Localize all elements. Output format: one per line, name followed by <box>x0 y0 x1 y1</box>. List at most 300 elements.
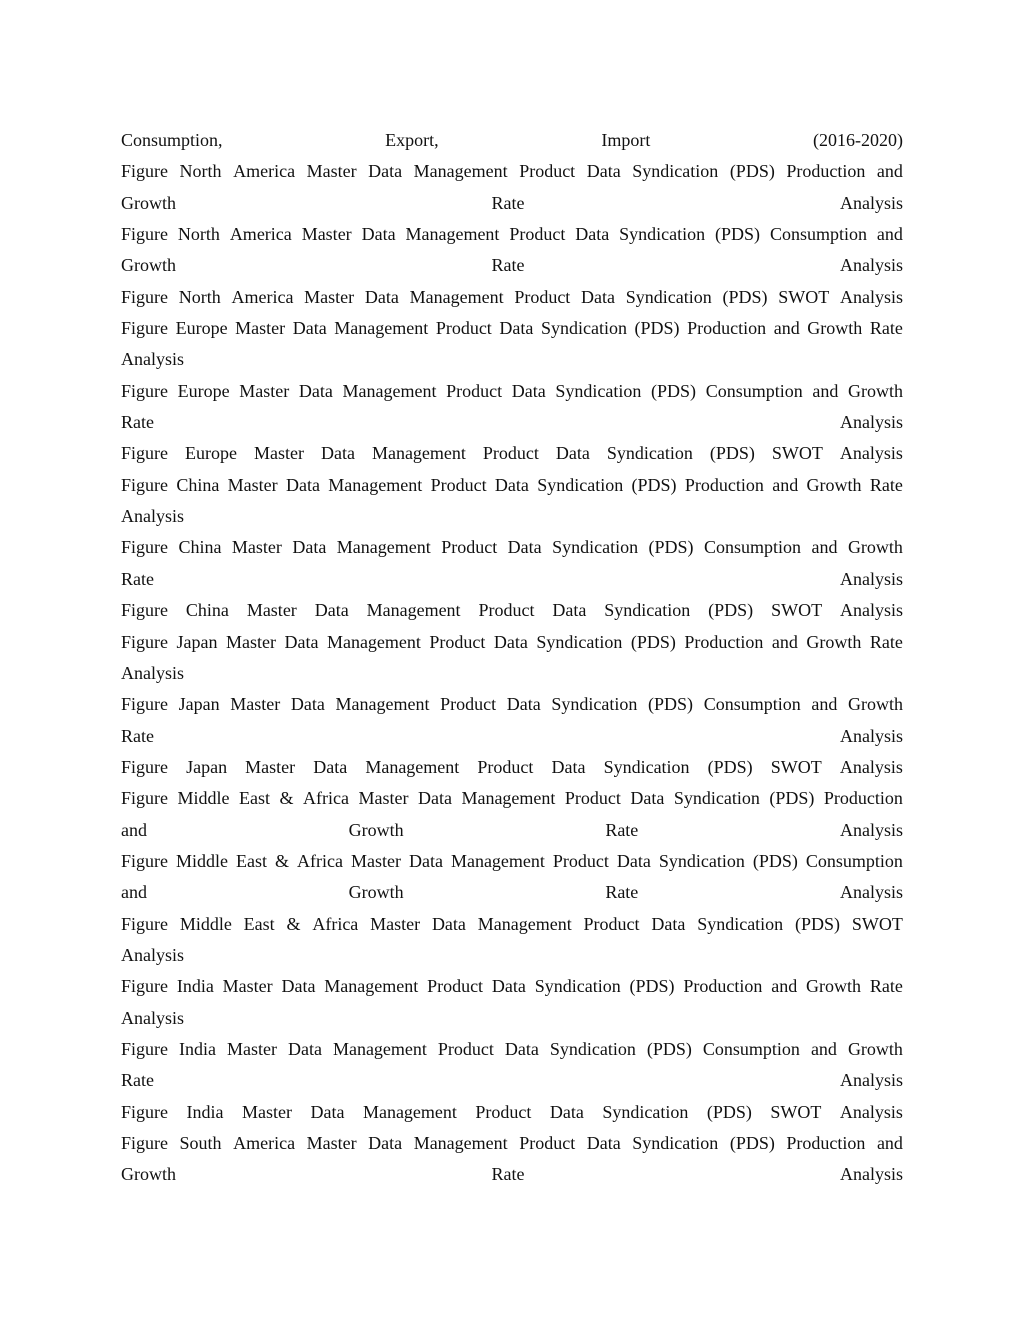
word: Product <box>435 318 492 339</box>
word: Data <box>368 161 403 182</box>
word: Europe <box>177 380 230 401</box>
text-line <box>121 470 903 501</box>
word: Syndication <box>632 161 719 182</box>
word: Analysis <box>121 662 184 683</box>
word: Analysis <box>121 1007 184 1028</box>
text-line <box>121 1097 903 1128</box>
word: Production <box>786 1133 866 1153</box>
word: Analysis <box>840 568 903 589</box>
word: (PDS) <box>648 537 694 558</box>
text-line <box>121 1159 903 1190</box>
word: Management <box>450 850 545 871</box>
word: North <box>177 224 220 245</box>
text-line <box>121 344 903 375</box>
text-line <box>121 909 903 940</box>
word: Data <box>408 850 443 871</box>
word: Growth <box>847 694 903 715</box>
text-line <box>121 595 903 626</box>
word: (PDS) <box>707 756 753 777</box>
text-line <box>121 846 903 877</box>
word: Master <box>222 976 273 997</box>
word: Data <box>298 380 333 401</box>
word: Master <box>245 756 296 777</box>
word: Rate <box>605 882 639 903</box>
text-line <box>121 1034 903 1065</box>
word: Analysis <box>839 819 903 840</box>
word: Syndication <box>536 631 623 652</box>
word: Import <box>601 130 651 150</box>
word: Figure <box>121 913 168 934</box>
word: (PDS) <box>646 1038 692 1059</box>
text-line <box>121 376 903 407</box>
text-line <box>121 971 903 1002</box>
word: Rate <box>869 631 903 652</box>
word: Master <box>230 694 281 715</box>
word: Rate <box>869 474 903 495</box>
word: Analysis <box>839 756 903 777</box>
word: Syndication <box>602 1101 689 1122</box>
word: Master <box>304 286 355 307</box>
word: North <box>178 286 221 307</box>
word: Figure <box>121 788 168 809</box>
word: Data <box>290 694 325 715</box>
word: Middle <box>177 788 230 809</box>
word: and <box>810 1038 837 1059</box>
word: Master <box>239 380 290 401</box>
text-line <box>121 407 903 438</box>
word: Syndication <box>603 756 690 777</box>
word: Data <box>287 1038 322 1059</box>
word: Figure <box>121 631 168 652</box>
word: and <box>811 694 838 715</box>
word: Master <box>253 443 304 464</box>
word: Management <box>342 380 437 401</box>
word: & <box>286 913 301 934</box>
word: Syndication <box>619 224 706 245</box>
word: Figure <box>121 1101 168 1122</box>
word: Production <box>823 788 903 809</box>
word: and <box>876 161 903 182</box>
word: Data <box>586 1133 621 1153</box>
word: Analysis <box>839 286 903 307</box>
word: China <box>176 474 220 495</box>
word: Growth <box>806 631 862 652</box>
word: Growth <box>807 318 863 339</box>
word: Master <box>241 1101 292 1122</box>
word: (PDS) <box>729 1133 775 1153</box>
word: Rate <box>491 192 525 213</box>
word: Management <box>461 788 556 809</box>
text-line <box>121 250 903 281</box>
word: Data <box>310 1101 345 1122</box>
word: (PDS) <box>648 694 694 715</box>
word: (PDS) <box>715 224 761 245</box>
word: & <box>279 788 294 809</box>
word: Production <box>687 318 767 339</box>
text-line <box>121 815 903 846</box>
word: SWOT <box>771 600 823 621</box>
text-line <box>121 282 903 313</box>
word: Figure <box>121 976 168 997</box>
word: Management <box>334 318 429 339</box>
word: Figure <box>121 286 168 307</box>
word: Syndication <box>552 537 639 558</box>
word: Analysis <box>840 192 903 213</box>
word: Product <box>477 756 534 777</box>
word: Production <box>786 161 866 182</box>
word: Syndication <box>604 600 691 621</box>
text-line <box>121 532 903 563</box>
word: Data <box>507 537 542 558</box>
word: Data <box>493 631 528 652</box>
word: Product <box>482 443 539 464</box>
word: (PDS) <box>706 1101 752 1122</box>
text-line <box>121 689 903 720</box>
word: SWOT <box>770 756 822 777</box>
word: Data <box>499 318 534 339</box>
word: North <box>179 161 222 182</box>
word: Master <box>231 537 282 558</box>
word: Data <box>630 788 665 809</box>
word: Product <box>475 1101 532 1122</box>
word: Management <box>405 224 500 245</box>
word: Management <box>409 286 504 307</box>
word: Data <box>314 600 349 621</box>
word: Data <box>511 380 546 401</box>
word: Rate <box>121 412 154 433</box>
word: Growth <box>348 882 404 903</box>
word: Japan <box>176 631 218 652</box>
word: India <box>176 976 214 997</box>
text-line <box>121 125 903 156</box>
word: Management <box>366 600 461 621</box>
word: Figure <box>121 318 168 339</box>
word: (PDS) <box>769 788 815 809</box>
word: Growth <box>121 255 176 276</box>
word: Syndication <box>555 380 642 401</box>
word: Africa <box>312 913 359 934</box>
word: (PDS) <box>795 913 841 934</box>
word: (PDS) <box>709 443 755 464</box>
word: America <box>233 161 296 182</box>
word: Management <box>413 161 508 182</box>
word: Data <box>551 756 586 777</box>
text-line <box>121 940 903 971</box>
word: Syndication <box>551 694 638 715</box>
word: Management <box>335 694 430 715</box>
word: Africa <box>297 850 343 871</box>
word: Data <box>616 850 651 871</box>
word: and <box>771 976 798 997</box>
word: Figure <box>121 694 168 715</box>
word: Figure <box>121 474 168 495</box>
word: Management <box>477 913 572 934</box>
word: Master <box>227 474 278 495</box>
word: Product <box>519 1133 576 1153</box>
word: Analysis <box>839 882 903 903</box>
word: Data <box>552 600 587 621</box>
word: Consumption <box>702 1038 800 1059</box>
word: Data <box>364 286 399 307</box>
word: India <box>179 1038 216 1059</box>
word: Data <box>313 756 348 777</box>
word: Management <box>371 443 466 464</box>
word: Figure <box>121 537 168 558</box>
word: China <box>178 537 222 558</box>
word: Consumption <box>703 694 801 715</box>
word: and <box>876 1133 903 1153</box>
word: Product <box>446 380 503 401</box>
text-line <box>121 1128 903 1159</box>
word: Syndication <box>632 1133 719 1153</box>
word: and <box>811 537 838 558</box>
word: Syndication <box>658 850 745 871</box>
word: India <box>186 1101 224 1122</box>
word: Consumption <box>704 537 802 558</box>
word: Data <box>504 1038 539 1059</box>
word: Data <box>292 318 327 339</box>
word: Production <box>684 631 764 652</box>
word: Figure <box>121 1133 168 1153</box>
word: Syndication <box>534 976 621 997</box>
word: and <box>121 819 147 840</box>
word: Product <box>440 694 497 715</box>
word: Management <box>324 976 419 997</box>
text-line <box>121 658 903 689</box>
word: Product <box>583 913 640 934</box>
word: SWOT <box>851 913 903 934</box>
text-line <box>121 564 903 595</box>
word: Consumption <box>705 380 803 401</box>
word: Management <box>326 631 421 652</box>
word: Analysis <box>121 506 184 527</box>
word: Growth <box>348 819 404 840</box>
word: (PDS) <box>630 631 676 652</box>
word: SWOT <box>778 286 830 307</box>
text-line <box>121 1003 903 1034</box>
word: and <box>772 474 799 495</box>
word: Growth <box>806 474 862 495</box>
word: Figure <box>121 850 168 871</box>
word: Figure <box>121 756 168 777</box>
document-page <box>121 125 903 1191</box>
word: Middle <box>179 913 232 934</box>
word: Master <box>306 161 357 182</box>
word: Rate <box>491 1164 525 1185</box>
word: (2016-2020) <box>812 130 903 150</box>
word: Product <box>514 286 571 307</box>
word: Data <box>581 286 616 307</box>
word: Product <box>519 161 576 182</box>
word: Rate <box>121 1070 154 1091</box>
word: Data <box>361 224 396 245</box>
text-line <box>121 721 903 752</box>
word: Rate <box>869 318 903 339</box>
word: East <box>243 913 275 934</box>
word: Data <box>651 913 686 934</box>
word: Figure <box>121 600 168 621</box>
word: China <box>185 600 229 621</box>
word: Rate <box>121 568 154 589</box>
word: Data <box>417 788 452 809</box>
word: Middle <box>176 850 228 871</box>
word: Data <box>506 694 541 715</box>
word: Analysis <box>839 443 903 464</box>
word: Japan <box>186 756 228 777</box>
text-line <box>121 313 903 344</box>
word: SWOT <box>771 443 823 464</box>
word: East <box>236 850 267 871</box>
word: Product <box>478 600 535 621</box>
word: Analysis <box>839 1101 903 1122</box>
word: Syndication <box>606 443 693 464</box>
word: (PDS) <box>708 600 754 621</box>
word: and <box>812 380 839 401</box>
word: and <box>771 631 798 652</box>
word: Analysis <box>840 1070 903 1091</box>
word: Master <box>246 600 297 621</box>
word: Production <box>683 976 763 997</box>
word: Consumption <box>805 850 903 871</box>
word: Analysis <box>840 255 903 276</box>
text-line <box>121 501 903 532</box>
word: Growth <box>847 380 903 401</box>
word: Figure <box>121 380 168 401</box>
word: Master <box>370 913 421 934</box>
text-line <box>121 752 903 783</box>
text-line <box>121 188 903 219</box>
text-line <box>121 219 903 250</box>
word: Product <box>429 631 486 652</box>
text-line <box>121 156 903 187</box>
word: (PDS) <box>634 318 680 339</box>
word: Master <box>350 850 401 871</box>
word: Syndication <box>673 788 760 809</box>
word: Figure <box>121 224 168 245</box>
word: Management <box>365 756 460 777</box>
word: Analysis <box>121 944 184 965</box>
word: Master <box>301 224 352 245</box>
text-line <box>121 783 903 814</box>
word: Rate <box>869 976 903 997</box>
word: Growth <box>806 976 862 997</box>
word: Syndication <box>625 286 712 307</box>
word: Japan <box>178 694 220 715</box>
word: Growth <box>847 537 903 558</box>
word: and <box>876 224 903 245</box>
word: (PDS) <box>629 976 675 997</box>
word: Analysis <box>840 600 903 621</box>
word: Data <box>320 443 355 464</box>
word: Syndication <box>697 913 784 934</box>
word: Master <box>306 1133 357 1153</box>
word: Master <box>235 318 286 339</box>
text-line <box>121 627 903 658</box>
word: Europe <box>185 443 237 464</box>
word: Management <box>362 1101 457 1122</box>
word: Data <box>284 631 319 652</box>
word: Figure <box>121 1038 168 1059</box>
word: Export, <box>385 130 439 150</box>
word: East <box>239 788 270 809</box>
word: Africa <box>303 788 349 809</box>
word: Figure <box>121 443 168 464</box>
word: Data <box>575 224 610 245</box>
word: Data <box>586 161 621 182</box>
word: Data <box>431 913 466 934</box>
word: Data <box>292 537 327 558</box>
word: Europe <box>175 318 228 339</box>
word: Rate <box>491 255 525 276</box>
word: South <box>179 1133 222 1153</box>
text-line <box>121 438 903 469</box>
word: Master <box>225 631 276 652</box>
word: SWOT <box>770 1101 822 1122</box>
word: Product <box>552 850 609 871</box>
text-line <box>121 1065 903 1096</box>
word: Growth <box>847 1038 903 1059</box>
word: Syndication <box>537 474 624 495</box>
word: Product <box>430 474 487 495</box>
word: (PDS) <box>651 380 697 401</box>
word: America <box>233 1133 296 1153</box>
word: Product <box>509 224 566 245</box>
word: Production <box>684 474 764 495</box>
word: America <box>229 224 292 245</box>
word: Analysis <box>840 412 903 433</box>
word: Data <box>555 443 590 464</box>
word: (PDS) <box>752 850 798 871</box>
word: Management <box>413 1133 508 1153</box>
word: and <box>773 318 800 339</box>
figure-list <box>121 125 903 1191</box>
word: (PDS) <box>729 161 775 182</box>
word: Master <box>226 1038 277 1059</box>
word: Management <box>336 537 431 558</box>
word: Data <box>549 1101 584 1122</box>
word: Data <box>281 976 316 997</box>
word: Master <box>358 788 409 809</box>
word: (PDS) <box>631 474 677 495</box>
word: Growth <box>121 1164 176 1185</box>
word: Syndication <box>540 318 627 339</box>
word: Data <box>494 474 529 495</box>
word: Growth <box>121 192 176 213</box>
word: Consumption <box>769 224 867 245</box>
word: Consumption, <box>121 130 223 150</box>
word: Product <box>427 976 484 997</box>
word: Figure <box>121 161 168 182</box>
word: Management <box>332 1038 427 1059</box>
word: Data <box>285 474 320 495</box>
word: Analysis <box>121 349 184 370</box>
word: Data <box>368 1133 403 1153</box>
text-line <box>121 877 903 908</box>
word: Data <box>491 976 526 997</box>
word: (PDS) <box>722 286 768 307</box>
word: Rate <box>121 725 154 746</box>
word: Analysis <box>840 1164 903 1185</box>
word: & <box>275 850 290 871</box>
word: Management <box>328 474 423 495</box>
word: Syndication <box>549 1038 636 1059</box>
word: Analysis <box>840 725 903 746</box>
word: Product <box>437 1038 494 1059</box>
word: Rate <box>605 819 639 840</box>
word: Product <box>564 788 621 809</box>
word: America <box>231 286 294 307</box>
word: Product <box>441 537 498 558</box>
